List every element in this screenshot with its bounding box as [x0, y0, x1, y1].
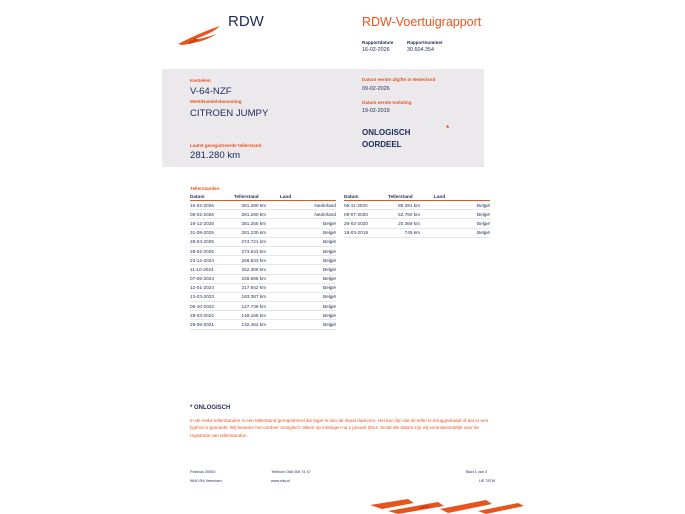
- table-row: [190, 283, 336, 292]
- table-row: [190, 302, 336, 311]
- cell-reading: 268.633 km: [234, 256, 280, 265]
- cell-date: 05-02-2026: [190, 210, 234, 219]
- table-row: [190, 246, 336, 255]
- footer-web: www.rdw.nl: [271, 479, 290, 483]
- footer-phone: Telefoon 088 008 74 47: [271, 470, 311, 474]
- table-row: [344, 219, 490, 228]
- table-row: [190, 237, 336, 246]
- cell-reading: 273.543 km: [234, 246, 280, 255]
- cell-reading: 274.721 km: [234, 237, 280, 246]
- first-nl-value: 09-02-2026: [362, 86, 390, 92]
- cell-date: 28-06-2021: [190, 320, 234, 329]
- cell-country: België: [434, 219, 490, 228]
- verdict-mark: *: [446, 124, 450, 133]
- cell-reading: 745 km: [388, 228, 434, 237]
- col-country: Land: [280, 194, 292, 199]
- report-number: 30.604.354: [407, 47, 434, 53]
- table-row: [190, 210, 336, 219]
- first-admission-value: 19-02-2019: [362, 108, 390, 114]
- footer-address-2: 9640 RA Veendam: [190, 479, 222, 483]
- plate-label: Kenteken: [190, 78, 211, 83]
- cell-country: België: [434, 228, 490, 237]
- cell-country: Nederland: [280, 201, 336, 210]
- table-row: [190, 265, 336, 274]
- cell-country: België: [280, 302, 336, 311]
- cell-reading: 217.942 km: [234, 283, 280, 292]
- odometer-table-right: [344, 193, 490, 238]
- cell-date: 28-02-2025: [190, 246, 234, 255]
- cell-country: België: [280, 274, 336, 283]
- table-row: [344, 210, 490, 219]
- col-reading: Tellerstand: [234, 194, 259, 199]
- make-label: Merk/Handelsbenaming: [190, 99, 242, 104]
- cell-reading: 149.165 km: [234, 311, 280, 320]
- table-row: [344, 201, 490, 210]
- brand-name: RDW: [228, 13, 264, 30]
- report-date-label: Rapportdatum: [362, 40, 394, 45]
- report-date: 16-02-2026: [362, 47, 390, 53]
- cell-reading: 132.462 km: [234, 320, 280, 329]
- cell-country: België: [280, 283, 336, 292]
- make-value: CITROEN JUMPY: [190, 108, 269, 119]
- cell-country: België: [280, 219, 336, 228]
- col-reading: Tellerstand: [388, 194, 413, 199]
- odometer-value: 281.280 km: [190, 150, 241, 161]
- cell-reading: 281.280 km: [234, 210, 280, 219]
- plate-value: V-64-NZF: [190, 86, 232, 97]
- table-row: [344, 228, 490, 237]
- cell-date: 12-01-2024: [190, 283, 234, 292]
- footer-code: UE 787W: [479, 479, 496, 483]
- table-row: [190, 219, 336, 228]
- rdw-logo-icon: [176, 22, 228, 48]
- col-country: Land: [434, 194, 446, 199]
- cell-reading: 127.739 km: [234, 302, 280, 311]
- cell-date: 07-05-2024: [190, 274, 234, 283]
- cell-date: 23-12-2024: [190, 256, 234, 265]
- cell-country: België: [280, 265, 336, 274]
- table-row: [190, 201, 336, 210]
- note-title: * ONLOGISCH: [190, 405, 231, 411]
- col-date: Datum: [344, 194, 359, 199]
- cell-reading: 281.230 km: [234, 228, 280, 237]
- cell-date: 29-04-2025: [190, 237, 234, 246]
- cell-country: Nederland: [280, 210, 336, 219]
- cell-date: 16-02-2026: [190, 201, 234, 210]
- first-nl-label: Datum eerste afgifte in Nederland: [362, 77, 436, 82]
- table-row: [190, 311, 336, 320]
- col-date: Datum: [190, 194, 205, 199]
- cell-date: 11-10-2024: [190, 265, 234, 274]
- footer-address-1: Postbus 30000: [190, 470, 216, 474]
- table-row: [190, 256, 336, 265]
- cell-reading: 281.255 km: [234, 219, 280, 228]
- table-row: [190, 228, 336, 237]
- first-admission-label: Datum eerste toelating: [362, 100, 412, 105]
- cell-date: 09-07-2020: [344, 210, 388, 219]
- cell-country: België: [280, 292, 336, 301]
- cell-reading: 252.309 km: [234, 265, 280, 274]
- cell-date: 13-03-2023: [190, 292, 234, 301]
- cell-reading: 52.760 km: [388, 210, 434, 219]
- cell-date: 06-11-2020: [344, 201, 388, 210]
- odometer-table-title: Tellerstanden: [190, 186, 220, 191]
- cell-reading: 88.391 km: [388, 201, 434, 210]
- cell-date: 26-02-2020: [344, 219, 388, 228]
- table-row: [190, 292, 336, 301]
- cell-country: België: [280, 228, 336, 237]
- cell-reading: 281.280 km: [234, 201, 280, 210]
- cell-country: België: [280, 320, 336, 329]
- odometer-label: Laatst geregistreerde tellerstand: [190, 143, 262, 148]
- cell-country: België: [434, 210, 490, 219]
- cell-reading: 228.696 km: [234, 274, 280, 283]
- cell-date: 18-03-2019: [344, 228, 388, 237]
- table-row: [190, 320, 336, 329]
- odometer-table-left: [190, 193, 336, 330]
- report-number-label: Rapportnummer: [407, 40, 443, 45]
- cell-date: 05-10-2022: [190, 302, 234, 311]
- cell-date: 29-03-2022: [190, 311, 234, 320]
- cell-date: 31-08-2025: [190, 228, 234, 237]
- verdict: ONLOGISCH OORDEEL: [362, 128, 411, 149]
- cell-reading: 183.387 km: [234, 292, 280, 301]
- note-text: In de reeks tellerstanden is een tellerstand geregistreerd die lager is dan de stand daarvoor. Het kan zijn dat de teller is teruggedraaid of dat er een typfout is gemaakt. Wij baseren het oordeel 'onlogisch' alleen op metingen na 1 januari 2014. Sinds die datum zijn wij verantwoordelijk voor de registratie van tellerstanden.: [190, 418, 489, 438]
- cell-reading: 20.369 km: [388, 219, 434, 228]
- cell-country: België: [280, 237, 336, 246]
- cell-country: België: [280, 311, 336, 320]
- table-row: [190, 274, 336, 283]
- cell-country: België: [434, 201, 490, 210]
- footer-page: Blad 1 van 3: [466, 470, 488, 474]
- decorative-stripes-icon: [368, 497, 528, 514]
- cell-date: 16-12-2025: [190, 219, 234, 228]
- cell-country: België: [280, 246, 336, 255]
- cell-country: België: [280, 256, 336, 265]
- report-title: RDW-Voertuigrapport: [362, 15, 482, 29]
